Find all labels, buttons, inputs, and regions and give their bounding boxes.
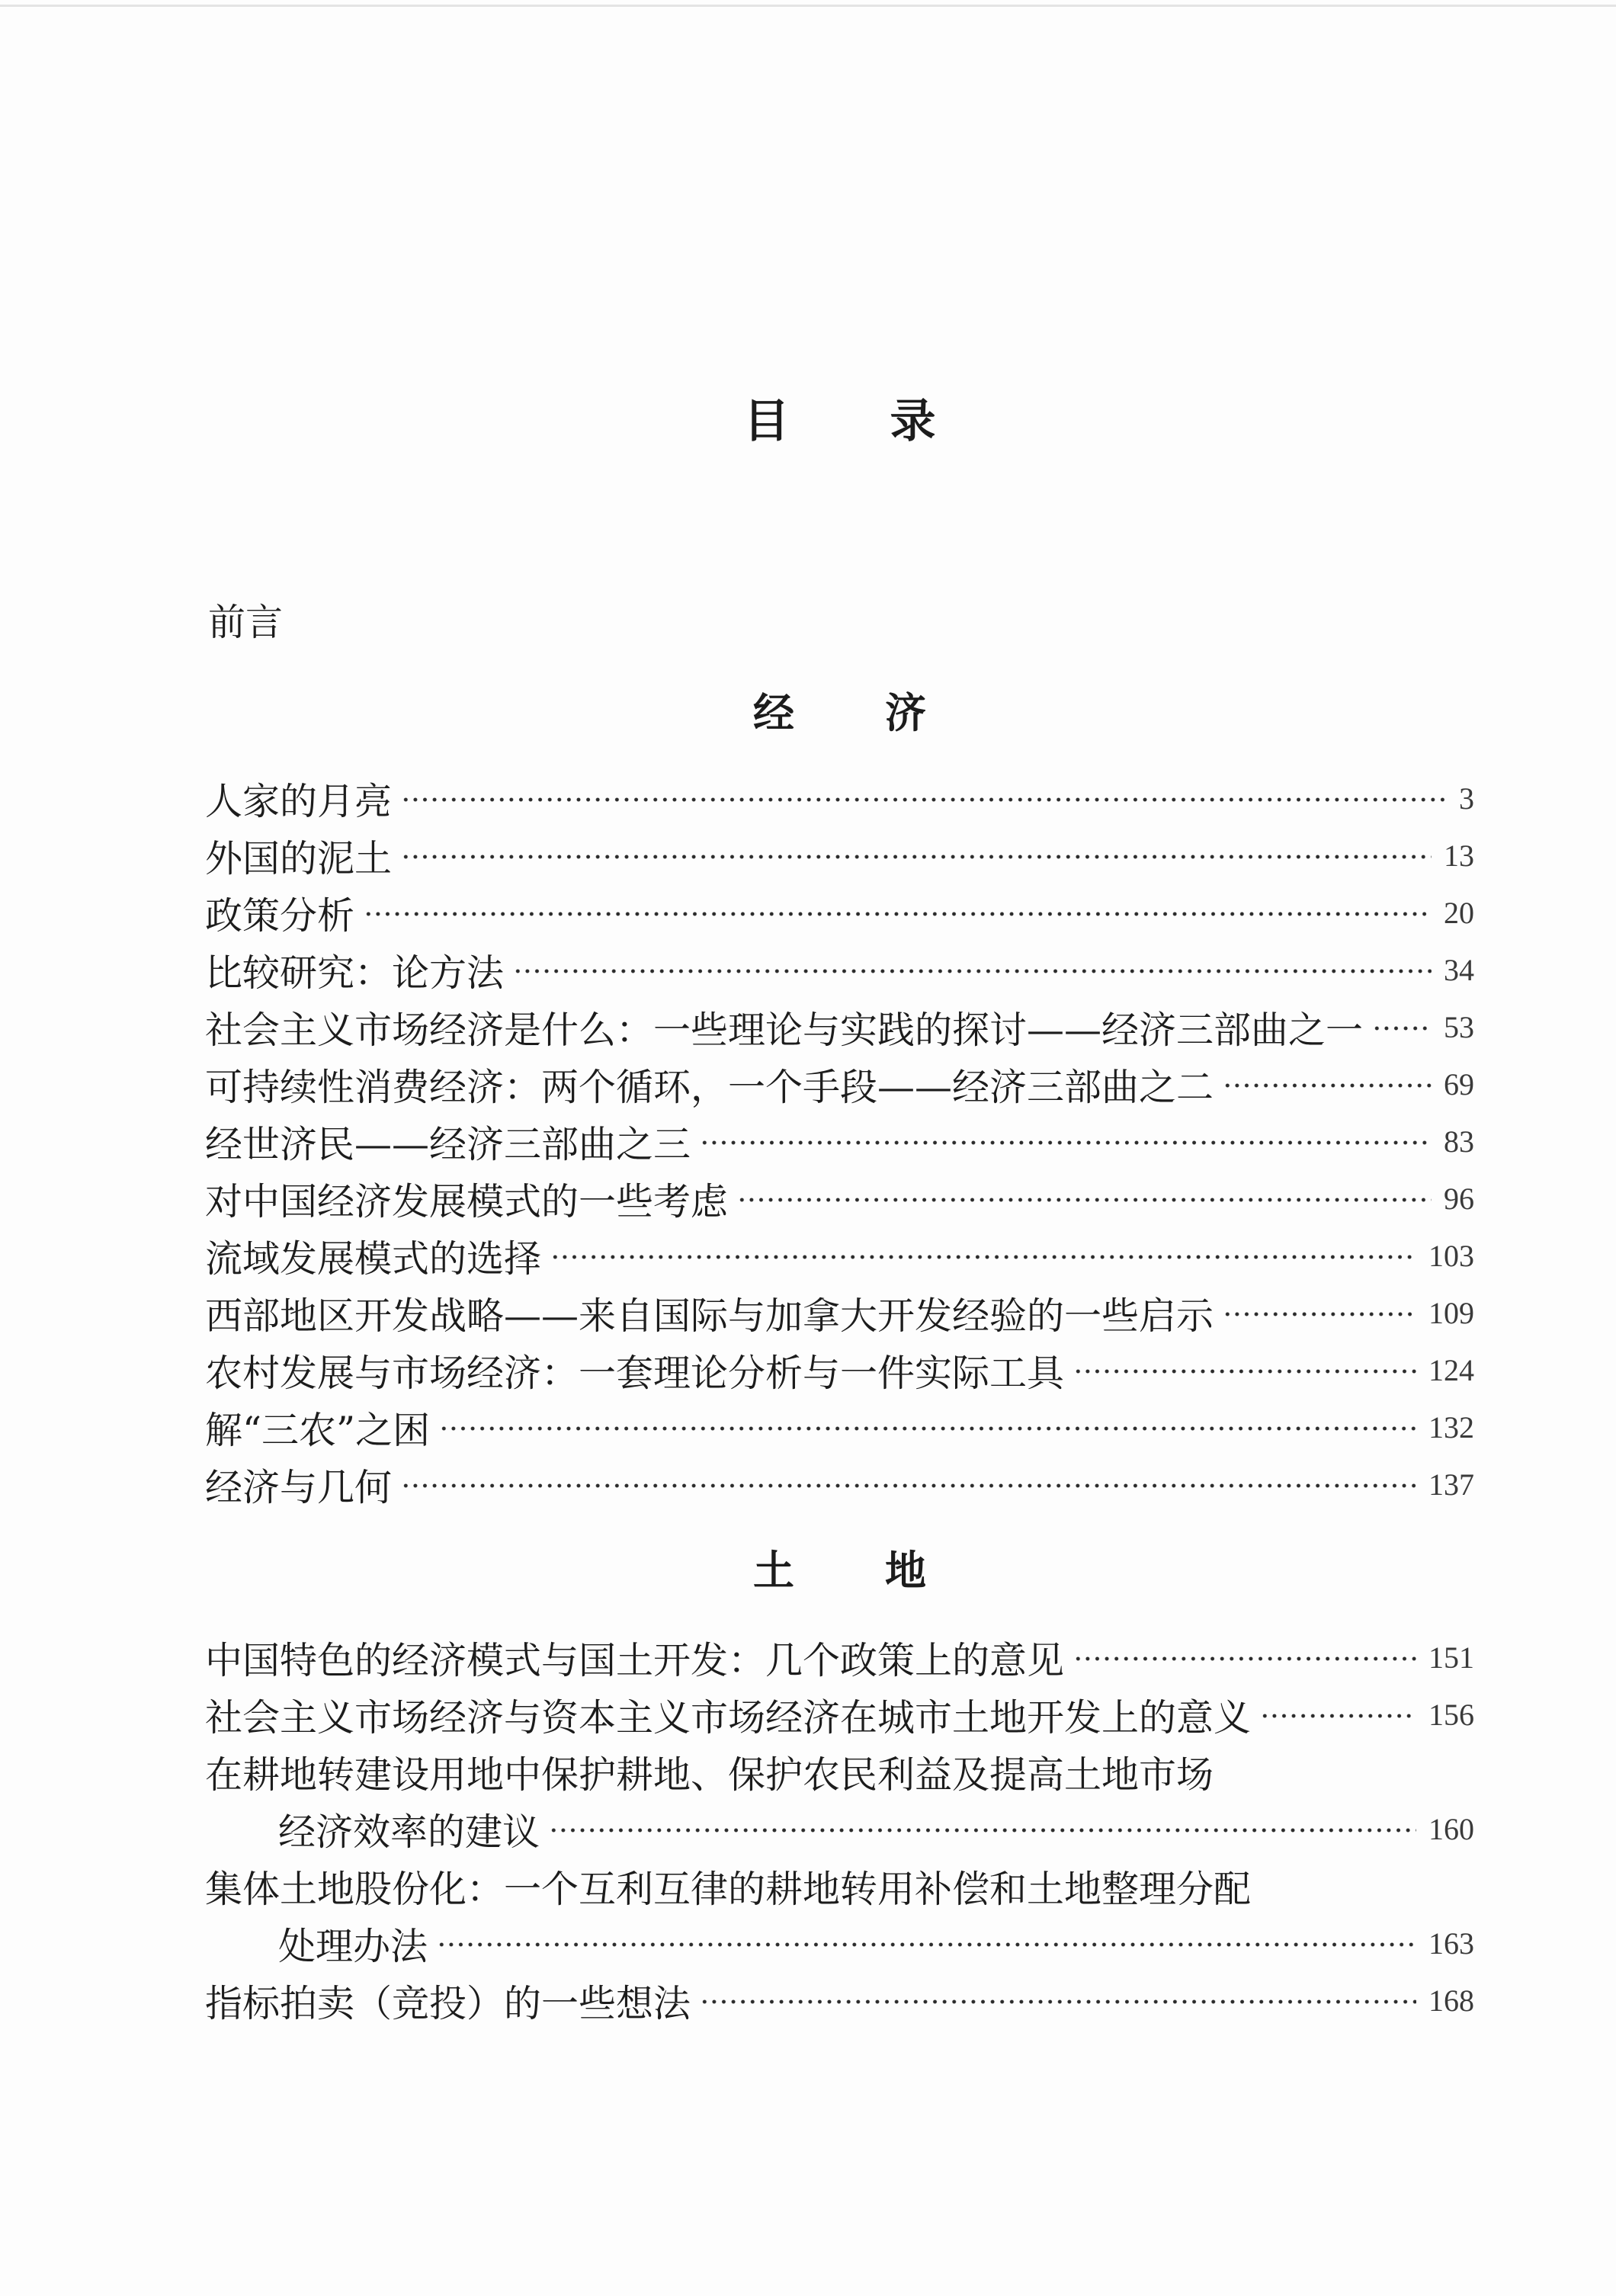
entry-title: 中国特色的经济模式与国土开发：几个政策上的意见 [205,1638,1065,1682]
entry-title: 外国的泥土 [205,836,393,880]
page-number: 124 [1428,1353,1474,1387]
toc-entry [205,827,1474,884]
dot-leader [513,941,1432,999]
dot-leader [549,1801,1416,1858]
entry-title: 指标拍卖（竞投）的一些想法 [205,1981,691,2025]
entry-title: 比较研究：论方法 [205,951,505,995]
entry-title: 解“三农”之困 [205,1408,431,1452]
entry-title: 在耕地转建设用地中保护耕地、保护农民利益及提高土地市场 [205,1752,1214,1797]
toc-entry-continuation [205,1915,1474,1972]
page-number: 163 [1428,1926,1474,1961]
page-title: 目录 [743,395,1037,448]
page-number: 13 [1444,839,1474,873]
toc-entry [205,770,1474,827]
dot-leader [364,884,1432,941]
entry-title: 流域发展模式的选择 [205,1236,542,1281]
toc-entry [205,1743,1474,1801]
page-number: 132 [1428,1410,1474,1445]
page-number: 34 [1444,953,1474,987]
page-number: 83 [1444,1124,1474,1159]
dot-leader [401,770,1447,827]
dot-leader [1073,1629,1416,1686]
page-number: 69 [1444,1067,1474,1102]
page-number: 168 [1428,1983,1474,2018]
toc-entry [205,1227,1474,1284]
page-number: 137 [1428,1467,1474,1502]
entry-title-continuation: 处理办法 [278,1924,428,1968]
entry-title: 对中国经济发展模式的一些考虑 [205,1179,729,1223]
entry-title: 经世济民——经济三部曲之三 [205,1122,691,1166]
scan-edge-line [0,5,1616,7]
toc-list-section-1 [205,770,1474,1513]
dot-leader [550,1227,1416,1284]
toc-list-section-2 [205,1629,1474,2029]
page-number: 103 [1428,1239,1474,1273]
dot-leader [1372,999,1432,1056]
entry-title: 人家的月亮 [205,779,393,823]
dot-leader [737,1170,1432,1227]
dot-leader [1223,1056,1432,1113]
toc-entry [205,1629,1474,1686]
toc-entry [205,1284,1474,1342]
dot-leader [1223,1284,1416,1342]
entry-title: 社会主义市场经济与资本主义市场经济在城市土地开发上的意义 [205,1695,1252,1740]
toc-entry [205,884,1474,941]
section-heading: 土地 [753,1546,1017,1595]
preface-entry: 前言 [208,601,284,644]
entry-title: 政策分析 [205,893,355,938]
dot-leader [700,1972,1416,2029]
entry-title: 可持续性消费经济：两个循环，一个手段——经济三部曲之二 [205,1065,1214,1109]
dot-leader [439,1399,1416,1456]
entry-title: 集体土地股份化：一个互利互律的耕地转用补偿和土地整理分配 [205,1867,1252,1911]
toc-entry [205,999,1474,1056]
page-number: 3 [1459,781,1474,816]
entry-title: 农村发展与市场经济：一套理论分析与一件实际工具 [205,1351,1065,1395]
dot-leader [700,1113,1432,1170]
dot-leader [1073,1342,1416,1399]
toc-entry [205,1170,1474,1227]
entry-title: 西部地区开发战略——来自国际与加拿大开发经验的一些启示 [205,1294,1214,1338]
toc-entry [205,1113,1474,1170]
toc-entry [205,1456,1474,1513]
toc-entry [205,1686,1474,1743]
page-number: 151 [1428,1640,1474,1675]
section-heading: 经济 [753,688,1017,737]
toc-entry [205,1342,1474,1399]
page-number: 96 [1444,1182,1474,1216]
toc-entry [205,941,1474,999]
dot-leader [437,1915,1416,1972]
toc-entry-continuation [205,1801,1474,1858]
entry-title: 经济与几何 [205,1465,393,1509]
dot-leader [401,827,1432,884]
page-number: 109 [1428,1296,1474,1330]
dot-leader [401,1456,1416,1513]
page-number: 53 [1444,1010,1474,1044]
page-number: 160 [1428,1812,1474,1846]
toc-entry [205,1858,1474,1915]
entry-title-continuation: 经济效率的建议 [278,1810,540,1854]
page-number: 156 [1428,1698,1474,1732]
toc-entry [205,1972,1474,2029]
page-number: 20 [1444,896,1474,930]
toc-entry [205,1056,1474,1113]
dot-leader [1260,1686,1416,1743]
toc-entry [205,1399,1474,1456]
entry-title: 社会主义市场经济是什么：一些理论与实践的探讨——经济三部曲之一 [205,1008,1364,1052]
